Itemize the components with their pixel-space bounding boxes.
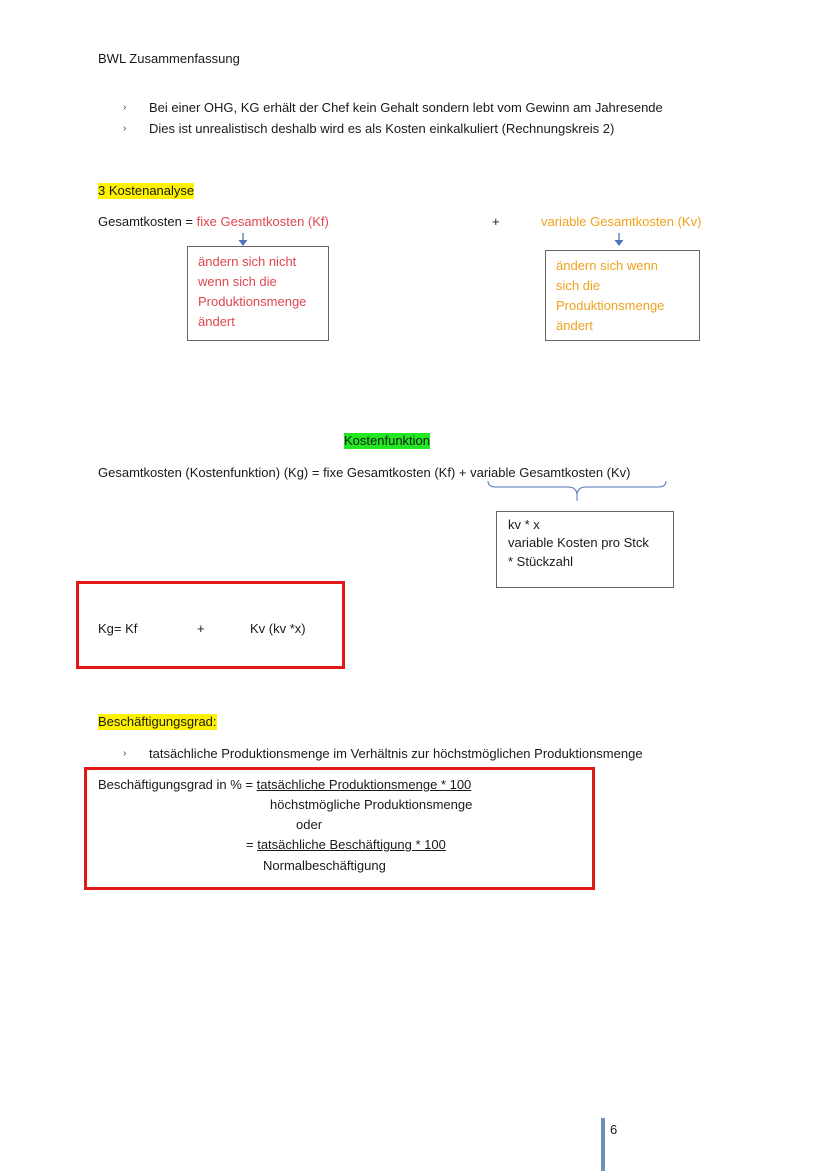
numerator-1: tatsächliche Produktionsmenge * 100 [256, 777, 472, 792]
bullet-text-3: tatsächliche Produktionsmenge im Verhältnis zur höchstmöglichen Produktionsmenge [149, 746, 643, 761]
bullet-marker: › [123, 123, 127, 134]
arrow-down-icon [612, 233, 626, 247]
formula-kostenfunktion: Gesamtkosten (Kostenfunktion) (Kg) = fixe Gesamtkosten (Kf) + variable Gesamtkosten (Kv) [98, 465, 631, 480]
box-line: Produktionsmenge [556, 298, 665, 313]
box-line: ändert [198, 314, 235, 329]
formula-row-1 [98, 777, 471, 793]
box-line: ändern sich nicht [198, 254, 297, 269]
fixed-costs-box [187, 246, 329, 341]
variable-costs-box [545, 250, 700, 341]
formula-label: Beschäftigungsgrad in % = [98, 777, 257, 792]
formula-row-2 [246, 837, 446, 853]
box-line: variable Kosten pro Stck [508, 535, 649, 550]
denominator-1: höchstmögliche Produktionsmenge [270, 797, 473, 812]
bullet-text-1: Bei einer OHG, KG erhält der Chef kein Gehalt sondern lebt vom Gewinn am Jahresende [149, 100, 663, 115]
section-heading-kostenanalyse: 3 Kostenanalyse [98, 183, 195, 198]
variable-costs-term: variable Gesamtkosten (Kv) [541, 214, 702, 229]
oder-text: oder [296, 817, 323, 832]
numerator-2: tatsächliche Beschäftigung * 100 [257, 837, 446, 852]
box-line: sich die [556, 278, 601, 293]
denominator-2: Normalbeschäftigung [263, 858, 386, 873]
kv-explanation-box [496, 511, 674, 588]
equals-sign: = [246, 837, 258, 852]
section-heading-kostenfunktion: Kostenfunktion [344, 433, 431, 448]
section-heading-beschaeftigungsgrad: Beschäftigungsgrad: [98, 714, 217, 729]
bullet-marker: › [123, 102, 127, 113]
bullet-marker: › [123, 748, 127, 759]
kg-term: Kg= Kf [98, 621, 138, 636]
curly-brace-icon [486, 479, 668, 503]
plus-sign: + [197, 621, 205, 636]
box-line: wenn sich die [198, 274, 277, 289]
page-number-bar [601, 1118, 605, 1171]
box-line: ändern sich wenn [556, 258, 658, 273]
plus-sign: + [492, 214, 500, 229]
box-line: ändert [556, 318, 593, 333]
formula-gesamtkosten [98, 214, 329, 230]
box-line: Produktionsmenge [198, 294, 307, 309]
formula-label: Gesamtkosten = [98, 214, 197, 229]
fixed-costs-term: fixe Gesamtkosten (Kf) [196, 214, 329, 229]
bullet-text-2: Dies ist unrealistisch deshalb wird es als Kosten einkalkuliert (Rechnungskreis 2) [149, 121, 615, 136]
box-line: kv * x [508, 517, 540, 532]
box-line: * Stückzahl [508, 554, 574, 569]
kv-term: Kv (kv *x) [250, 621, 306, 636]
page-number: 6 [610, 1122, 618, 1137]
page-header: BWL Zusammenfassung [98, 51, 240, 66]
arrow-down-icon [236, 233, 250, 247]
